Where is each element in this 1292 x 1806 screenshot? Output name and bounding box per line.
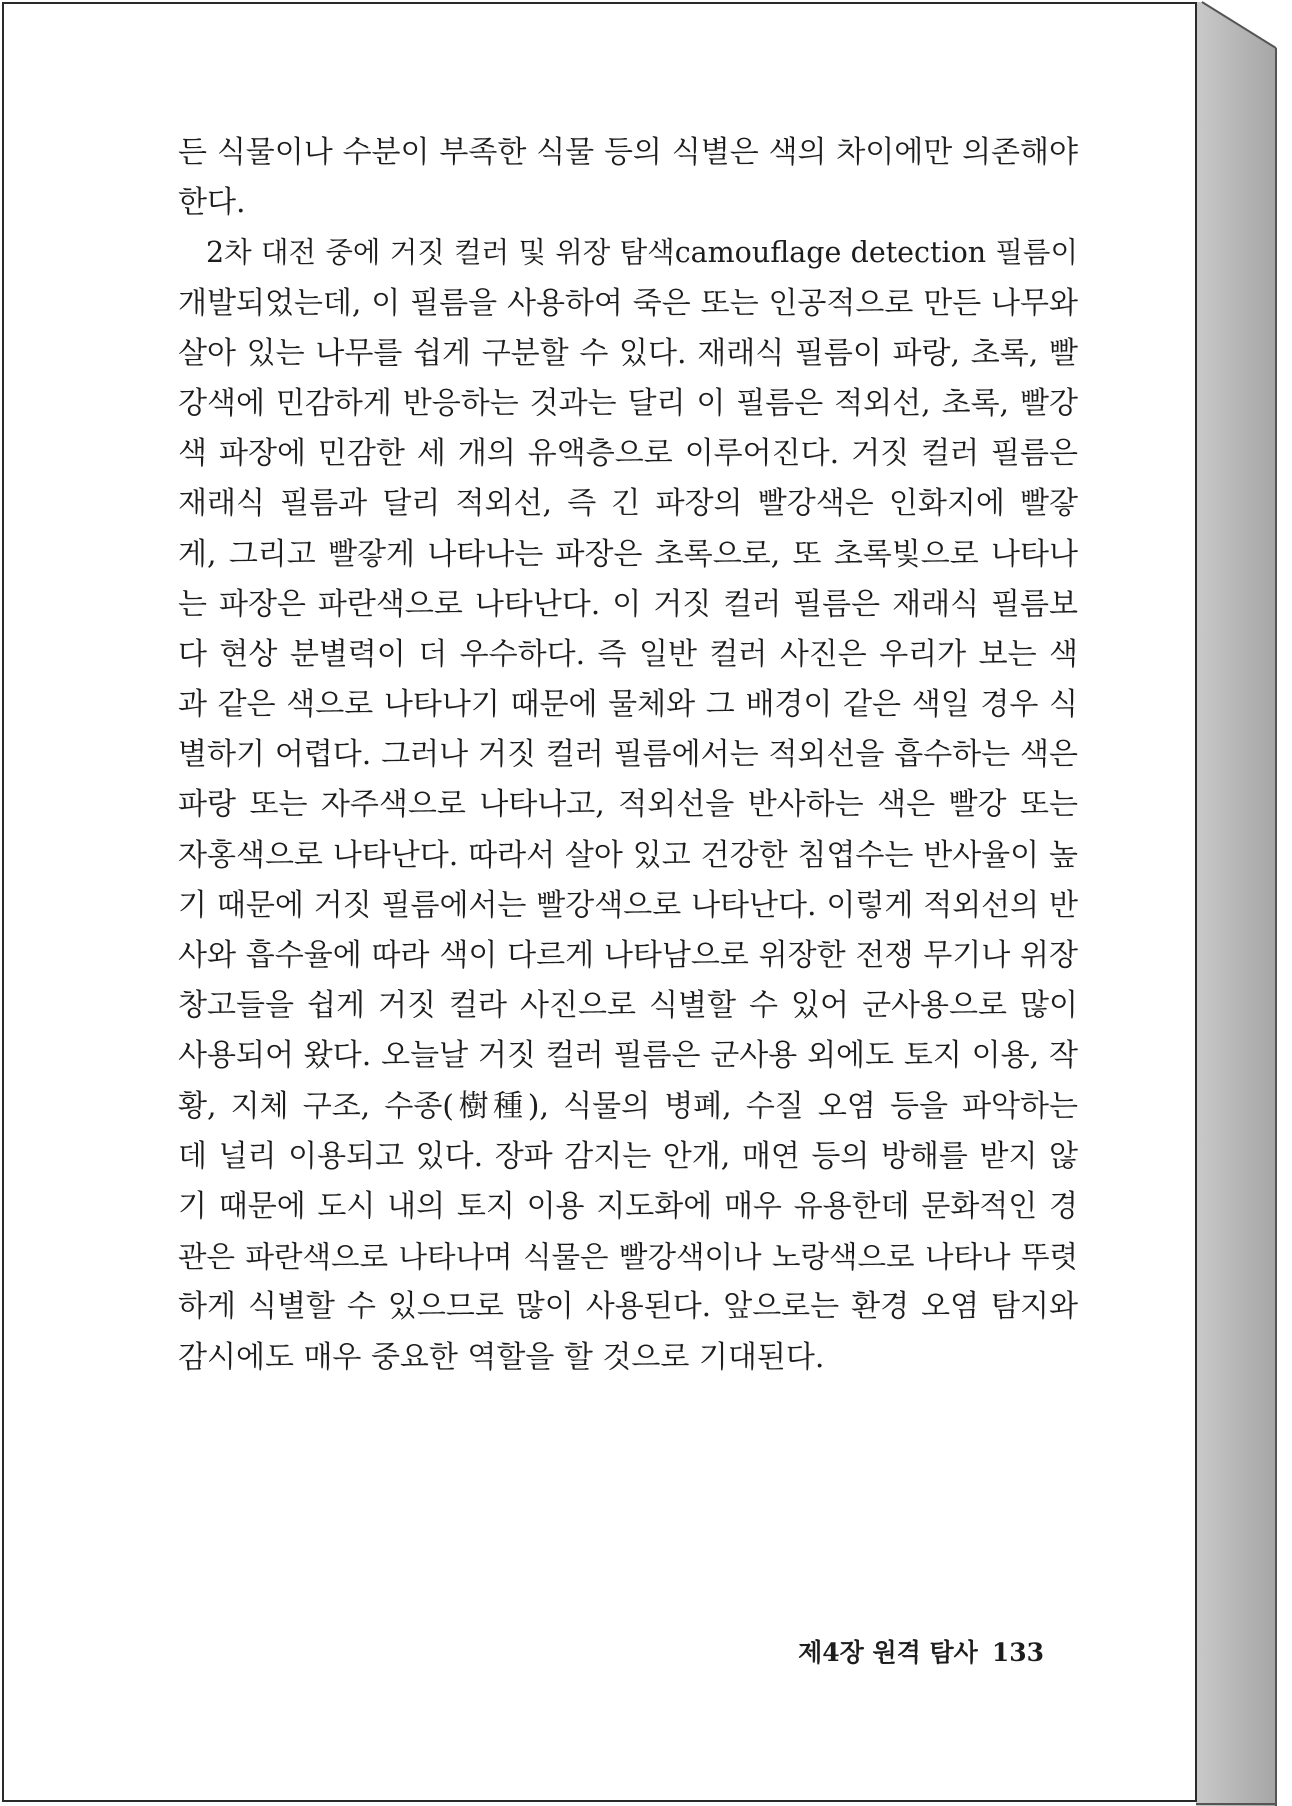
text-line: 사용되어 왔다. 오늘날 거짓 컬러 필름은 군사용 외에도 토지 이용, 작: [178, 1038, 1078, 1074]
paragraph-1: [178, 128, 1078, 228]
text-line: 자홍색으로 나타난다. 따라서 살아 있고 건강한 침엽수는 반사율이 높: [178, 837, 1078, 873]
text-line: 게, 그리고 빨갛게 나타나는 파장은 초록으로, 또 초록빛으로 나타나: [178, 536, 1078, 572]
text-line: 감시에도 매우 중요한 역할을 할 것으로 기대된다.: [178, 1339, 825, 1375]
text-line: 기 때문에 도시 내의 토지 이용 지도화에 매우 유용한데 문화적인 경: [178, 1188, 1078, 1224]
book-page-edge: [1196, 0, 1292, 1806]
text-line: 사와 흡수율에 따라 색이 다르게 나타남으로 위장한 전쟁 무기나 위장: [178, 938, 1078, 973]
text-line: 황, 지체 구조, 수종(樹種), 식물의 병폐, 수질 오염 등을 파악하는: [178, 1088, 1078, 1124]
text-line: 는 파장은 파란색으로 나타난다. 이 거짓 컬러 필름은 재래식 필름보: [178, 586, 1078, 622]
body-text: [178, 128, 1078, 1383]
text-line: 색 파장에 민감한 세 개의 유액층으로 이루어진다. 거짓 컬러 필름은: [178, 436, 1078, 472]
text-line: 살아 있는 나무를 쉽게 구분할 수 있다. 재래식 필름이 파랑, 초록, 빨: [178, 335, 1078, 371]
text-line: 재래식 필름과 달리 적외선, 즉 긴 파장의 빨강색은 인화지에 빨갛: [178, 486, 1078, 522]
text-line: 관은 파란색으로 나타나며 식물은 빨강색이나 노랑색으로 나타나 뚜렷: [178, 1240, 1078, 1275]
text-line: 파랑 또는 자주색으로 나타나고, 적외선을 반사하는 색은 빨강 또는: [178, 787, 1078, 823]
document-page: [2, 2, 1197, 1802]
text-line: 다 현상 분별력이 더 우수하다. 즉 일반 컬러 사진은 우리가 보는 색: [178, 636, 1078, 672]
text-line: 개발되었는데, 이 필름을 사용하여 죽은 또는 인공적으로 만든 나무와: [178, 285, 1078, 321]
paragraph-2: [178, 228, 1078, 1382]
book-edge-graphic: [1196, 0, 1292, 1806]
text-line: 강색에 민감하게 반응하는 것과는 달리 이 필름은 적외선, 초록, 빨강: [178, 385, 1078, 421]
text-line: 하게 식별할 수 있으므로 많이 사용된다. 앞으로는 환경 오염 탐지와: [178, 1289, 1078, 1325]
text-line: 과 같은 색으로 나타나기 때문에 물체와 그 배경이 같은 색일 경우 식: [178, 687, 1078, 723]
page-footer: [4, 1633, 1044, 1669]
text-line: 든 식물이나 수분이 부족한 식물 등의 식별은 색의 차이에만 의존해야: [178, 135, 1078, 170]
text-line: 데 널리 이용되고 있다. 장파 감지는 안개, 매연 등의 방해를 받지 않: [178, 1138, 1078, 1174]
text-line: 2차 대전 중에 거짓 컬러 및 위장 탐색camouflage detection 필름이: [206, 236, 1078, 270]
page-number: 133: [991, 1638, 1044, 1667]
chapter-title: 제4장 원격 탐사: [798, 1638, 978, 1667]
text-line: 별하기 어렵다. 그러나 거짓 컬러 필름에서는 적외선을 흡수하는 색은: [178, 737, 1078, 773]
text-line: 한다.: [178, 185, 246, 221]
text-line: 기 때문에 거짓 필름에서는 빨강색으로 나타난다. 이렇게 적외선의 반: [178, 887, 1078, 923]
text-line: 창고들을 쉽게 거짓 컬라 사진으로 식별할 수 있어 군사용으로 많이: [178, 988, 1078, 1024]
